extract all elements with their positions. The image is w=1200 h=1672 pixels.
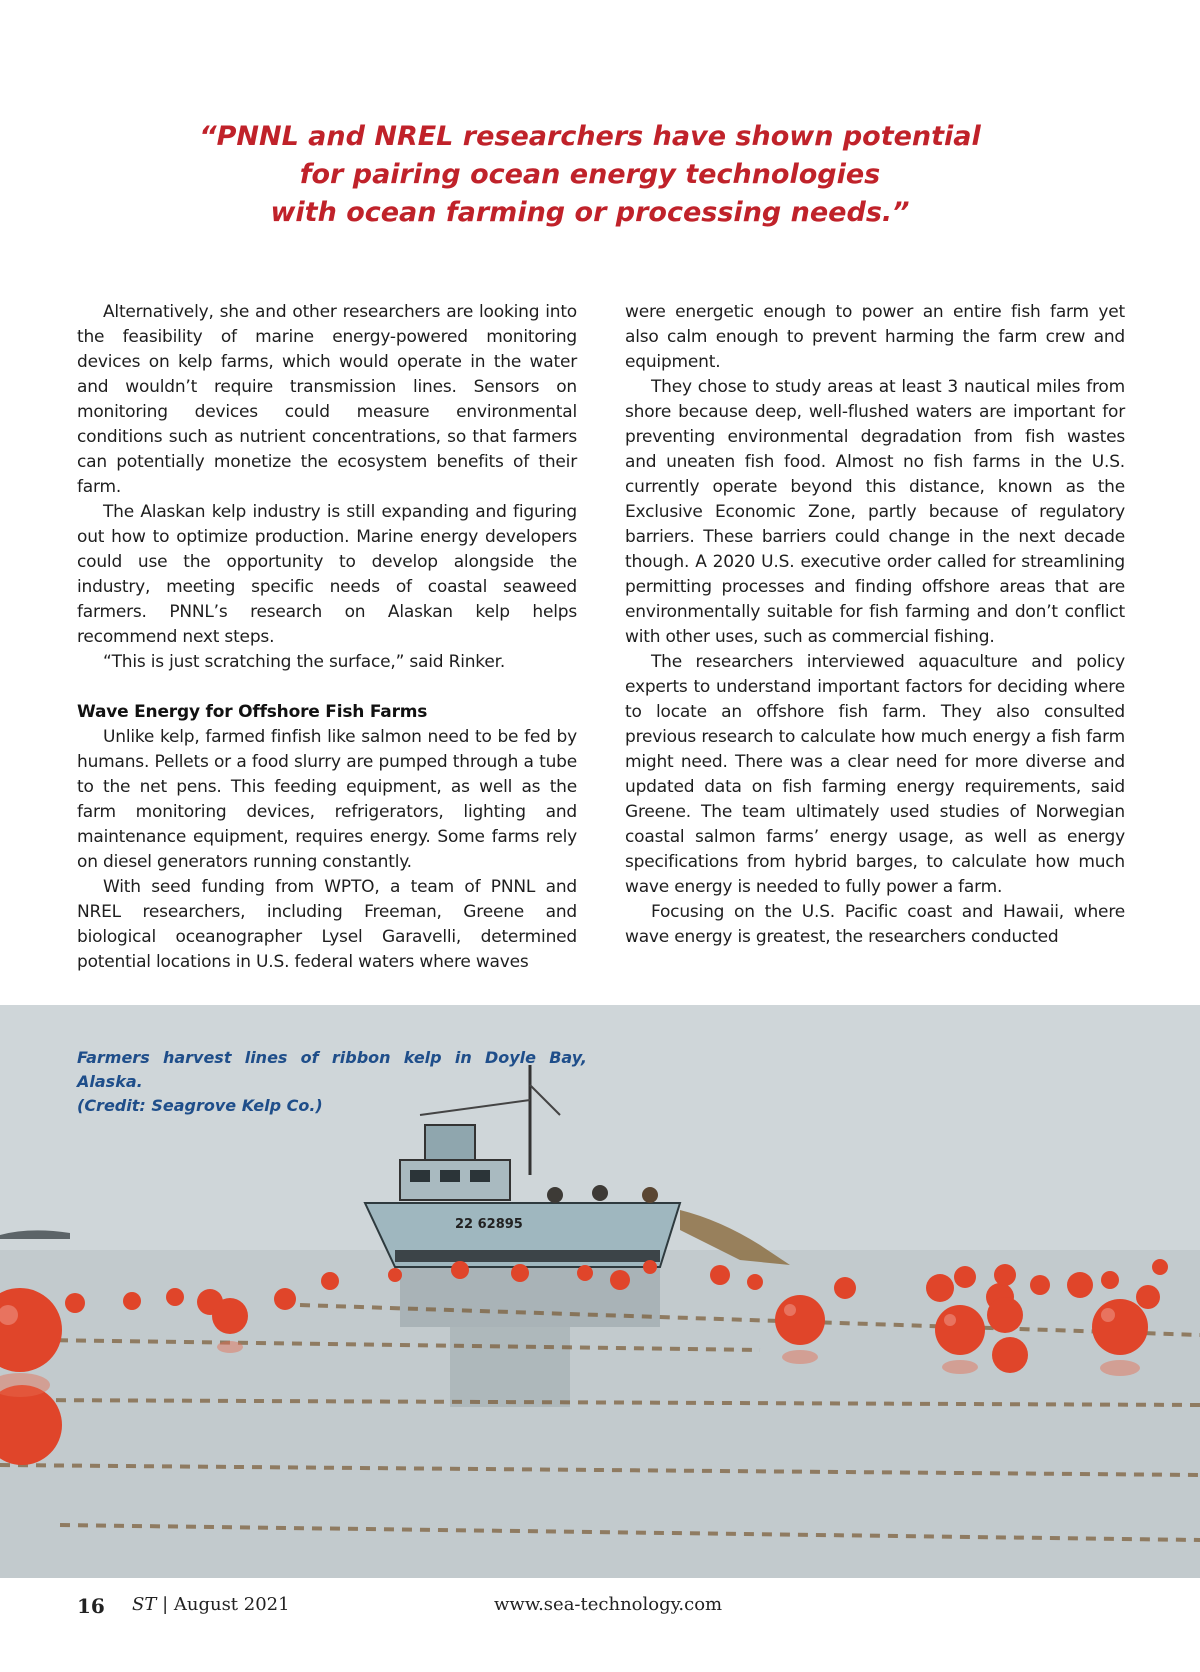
issue-date: | August 2021: [162, 1594, 290, 1615]
paragraph: The researchers interviewed aquaculture and policy experts to understand important factors for deciding where to locate an offshore fish farm. They also consulted previous research to calculate how much energy a fish farm might need. There was a clear need for more diverse and updated data on fish farming energy requirements, said Greene. The team ultimately used studies of Norwegian coastal salmon farms’ energy usage, as well as energy specifications from hybrid barges, to calculate how much wave energy is needed to fully power a farm.: [625, 652, 1125, 897]
section-heading: Wave Energy for Offshore Fish Farms: [77, 702, 428, 722]
paragraph: were energetic enough to power an entire fish farm yet also calm enough to prevent harming the farm crew and equipment.: [625, 302, 1125, 372]
caption-line-1: Farmers harvest lines of ribbon kelp in Doyle Bay, Alaska.: [77, 1048, 587, 1091]
left-column: [77, 300, 577, 975]
photo-caption: [77, 1046, 587, 1118]
paragraph: With seed funding from WPTO, a team of PNNL and NREL researchers, including Freeman, Greene and biological oceanographer Lysel Garavelli, determined potential locations in U.S. federal waters where waves: [77, 877, 577, 972]
caption-credit: (Credit: Seagrove Kelp Co.): [77, 1096, 323, 1115]
page-number: 16: [77, 1594, 105, 1618]
paragraph: Alternatively, she and other researchers are looking into the feasibility of marine energy-powered monitoring devices on kelp farms, which would operate in the water and wouldn’t require transmission lines. Sensors on monitoring devices could measure environmental conditions such as nutrient concentrations, so that farmers can potentially monetize the ecosystem benefits of their farm.: [77, 302, 577, 497]
boat-hull-number: 22 62895: [455, 1217, 523, 1232]
paragraph: The Alaskan kelp industry is still expanding and figuring out how to optimize production. Marine energy developers could use the opportunity to develop alongside the industry, meeting specific needs of coastal seaweed farmers. PNNL’s research on Alaskan kelp helps recommend next steps.: [77, 502, 577, 647]
paragraph: They chose to study areas at least 3 nautical miles from shore because deep, well-flushed waters are important for preventing environmental degradation from fish wastes and uneaten fish food. Almost no fish farms in the U.S. currently operate beyond this distance, known as the Exclusive Economic Zone, partly because of regulatory barriers. These barriers could change in the next decade though. A 2020 U.S. executive order called for streamlining permitting processes and finding offshore areas that are environmentally suitable for fish farming and don’t conflict with other uses, such as commercial fishing.: [625, 377, 1125, 647]
pull-quote-line-1: “PNNL and NREL researchers have shown potential: [199, 121, 981, 152]
magazine-name: ST: [132, 1594, 157, 1615]
website-url: www.sea-technology.com: [494, 1594, 723, 1615]
page-footer: [0, 1594, 1200, 1624]
pull-quote-line-2: for pairing ocean energy technologies: [299, 159, 881, 190]
pull-quote: [150, 118, 1030, 232]
pull-quote-line-3: with ocean farming or processing needs.”: [270, 197, 910, 228]
paragraph: “This is just scratching the surface,” said Rinker.: [103, 652, 506, 672]
paragraph: Unlike kelp, farmed finfish like salmon need to be fed by humans. Pellets or a food slurry are pumped through a tube to the net pens. This feeding equipment, as well as the farm monitoring devices, refrigerators, lighting and maintenance equipment, requires energy. Some farms rely on diesel generators running constantly.: [77, 727, 577, 872]
right-column: [625, 300, 1125, 950]
magazine-issue: [132, 1594, 290, 1615]
paragraph: Focusing on the U.S. Pacific coast and Hawaii, where wave energy is greatest, the researchers conducted: [625, 902, 1125, 947]
